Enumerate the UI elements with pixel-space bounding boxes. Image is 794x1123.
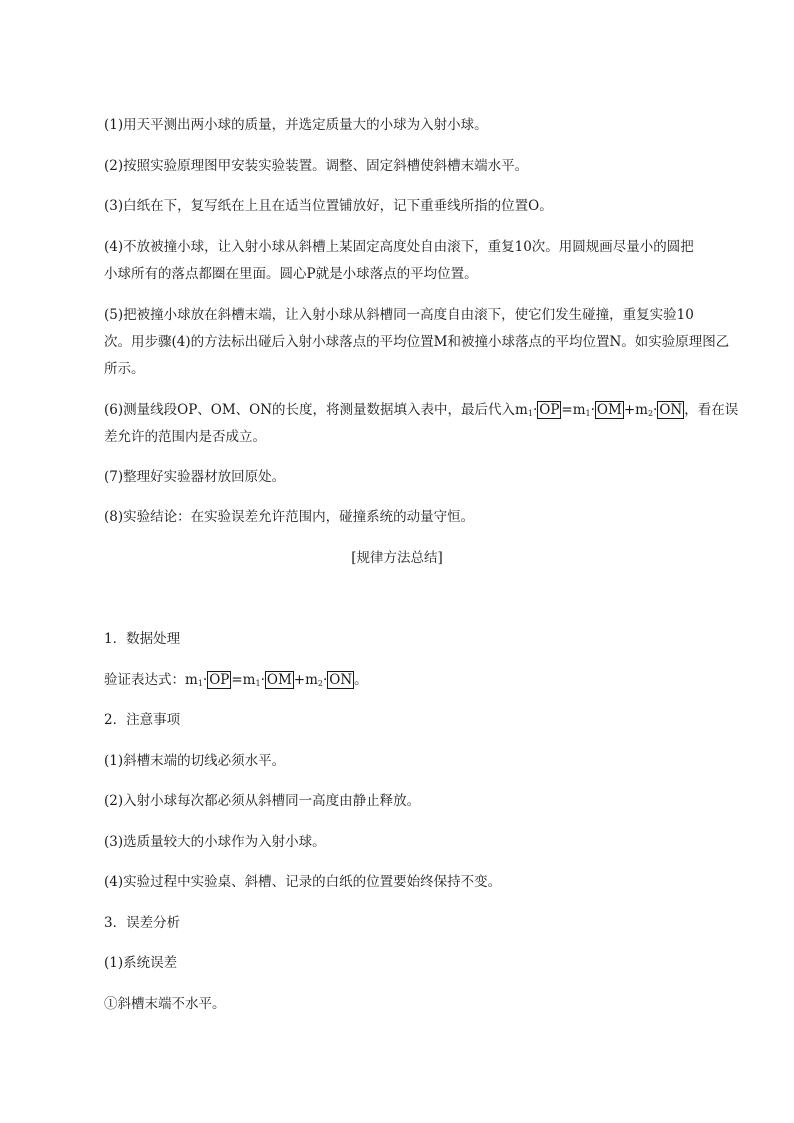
error-1: (1)系统误差: [104, 955, 178, 971]
section-heading: [规律方法总结]: [351, 550, 443, 566]
section-1-title: 1．数据处理: [104, 631, 181, 647]
section-2-title: 2．注意事项: [104, 712, 181, 728]
note-3: (3)选质量较大的小球作为入射小球。: [104, 834, 326, 850]
note-4: (4)实验过程中实验桌、斜槽、记录的白纸的位置要始终保持不变。: [104, 874, 502, 890]
step-3: (3)白纸在下，复写纸在上且在适当位置铺放好，记下重垂线所指的位置O。: [104, 198, 553, 214]
note-1: (1)斜槽末端的切线必须水平。: [104, 753, 286, 769]
momentum-formula-inline: $m_1\cdot \overline{OP} =m_1\cdot \overline{OM} +m_2\cdot \overline{ON}$: [515, 402, 683, 418]
note-2: (2)入射小球每次都必须从斜槽同一高度由静止释放。: [104, 793, 421, 809]
step-5-line3: 所示。: [104, 361, 145, 377]
step-5-line2: 次。用步骤(4)的方法标出碰后入射小球落点的平均位置M和被撞小球落点的平均位置N。如实验原理图乙: [104, 334, 730, 350]
momentum-formula: $m_1\cdot \overline{OP} =m_1\cdot \overline{OM} +m_2\cdot \overline{ON}$ 。: [185, 672, 368, 688]
verify-expression: [104, 671, 368, 693]
step-4-line2: 小球所有的落点都圈在里面。圆心P就是小球落点的平均位置。: [104, 266, 478, 282]
error-1-item-1: ①斜槽末端不水平。: [104, 996, 226, 1012]
step-7: (7)整理好实验器材放回原处。: [104, 469, 286, 485]
step-8: (8)实验结论：在实验误差允许范围内，碰撞系统的动量守恒。: [104, 509, 475, 525]
step-6-line1: [104, 401, 738, 423]
step-2: (2)按照实验原理图甲安装实验装置。调整、固定斜槽使斜槽末端水平。: [104, 158, 529, 174]
step-6-line2: 差允许的范围内是否成立。: [104, 429, 266, 445]
section-3-title: 3．误差分析: [104, 915, 181, 931]
verify-label: 验证表达式：: [104, 672, 185, 688]
step-6-text-pre: (6)测量线段OP、OM、ON的长度，将测量数据填入表中，最后代入: [104, 402, 516, 418]
step-6-text-post: ，看在误: [684, 402, 739, 418]
step-4-line1: (4)不放被撞小球，让入射小球从斜槽上某固定高度处自由滚下，重复10次。用圆规画尽量小的圆把: [104, 239, 694, 255]
step-5-line1: (5)把被撞小球放在斜槽末端，让入射小球从斜槽同一高度自由滚下，使它们发生碰撞，重复实验10: [104, 307, 694, 323]
step-1: (1)用天平测出两小球的质量，并选定质量大的小球为入射小球。: [104, 117, 488, 133]
